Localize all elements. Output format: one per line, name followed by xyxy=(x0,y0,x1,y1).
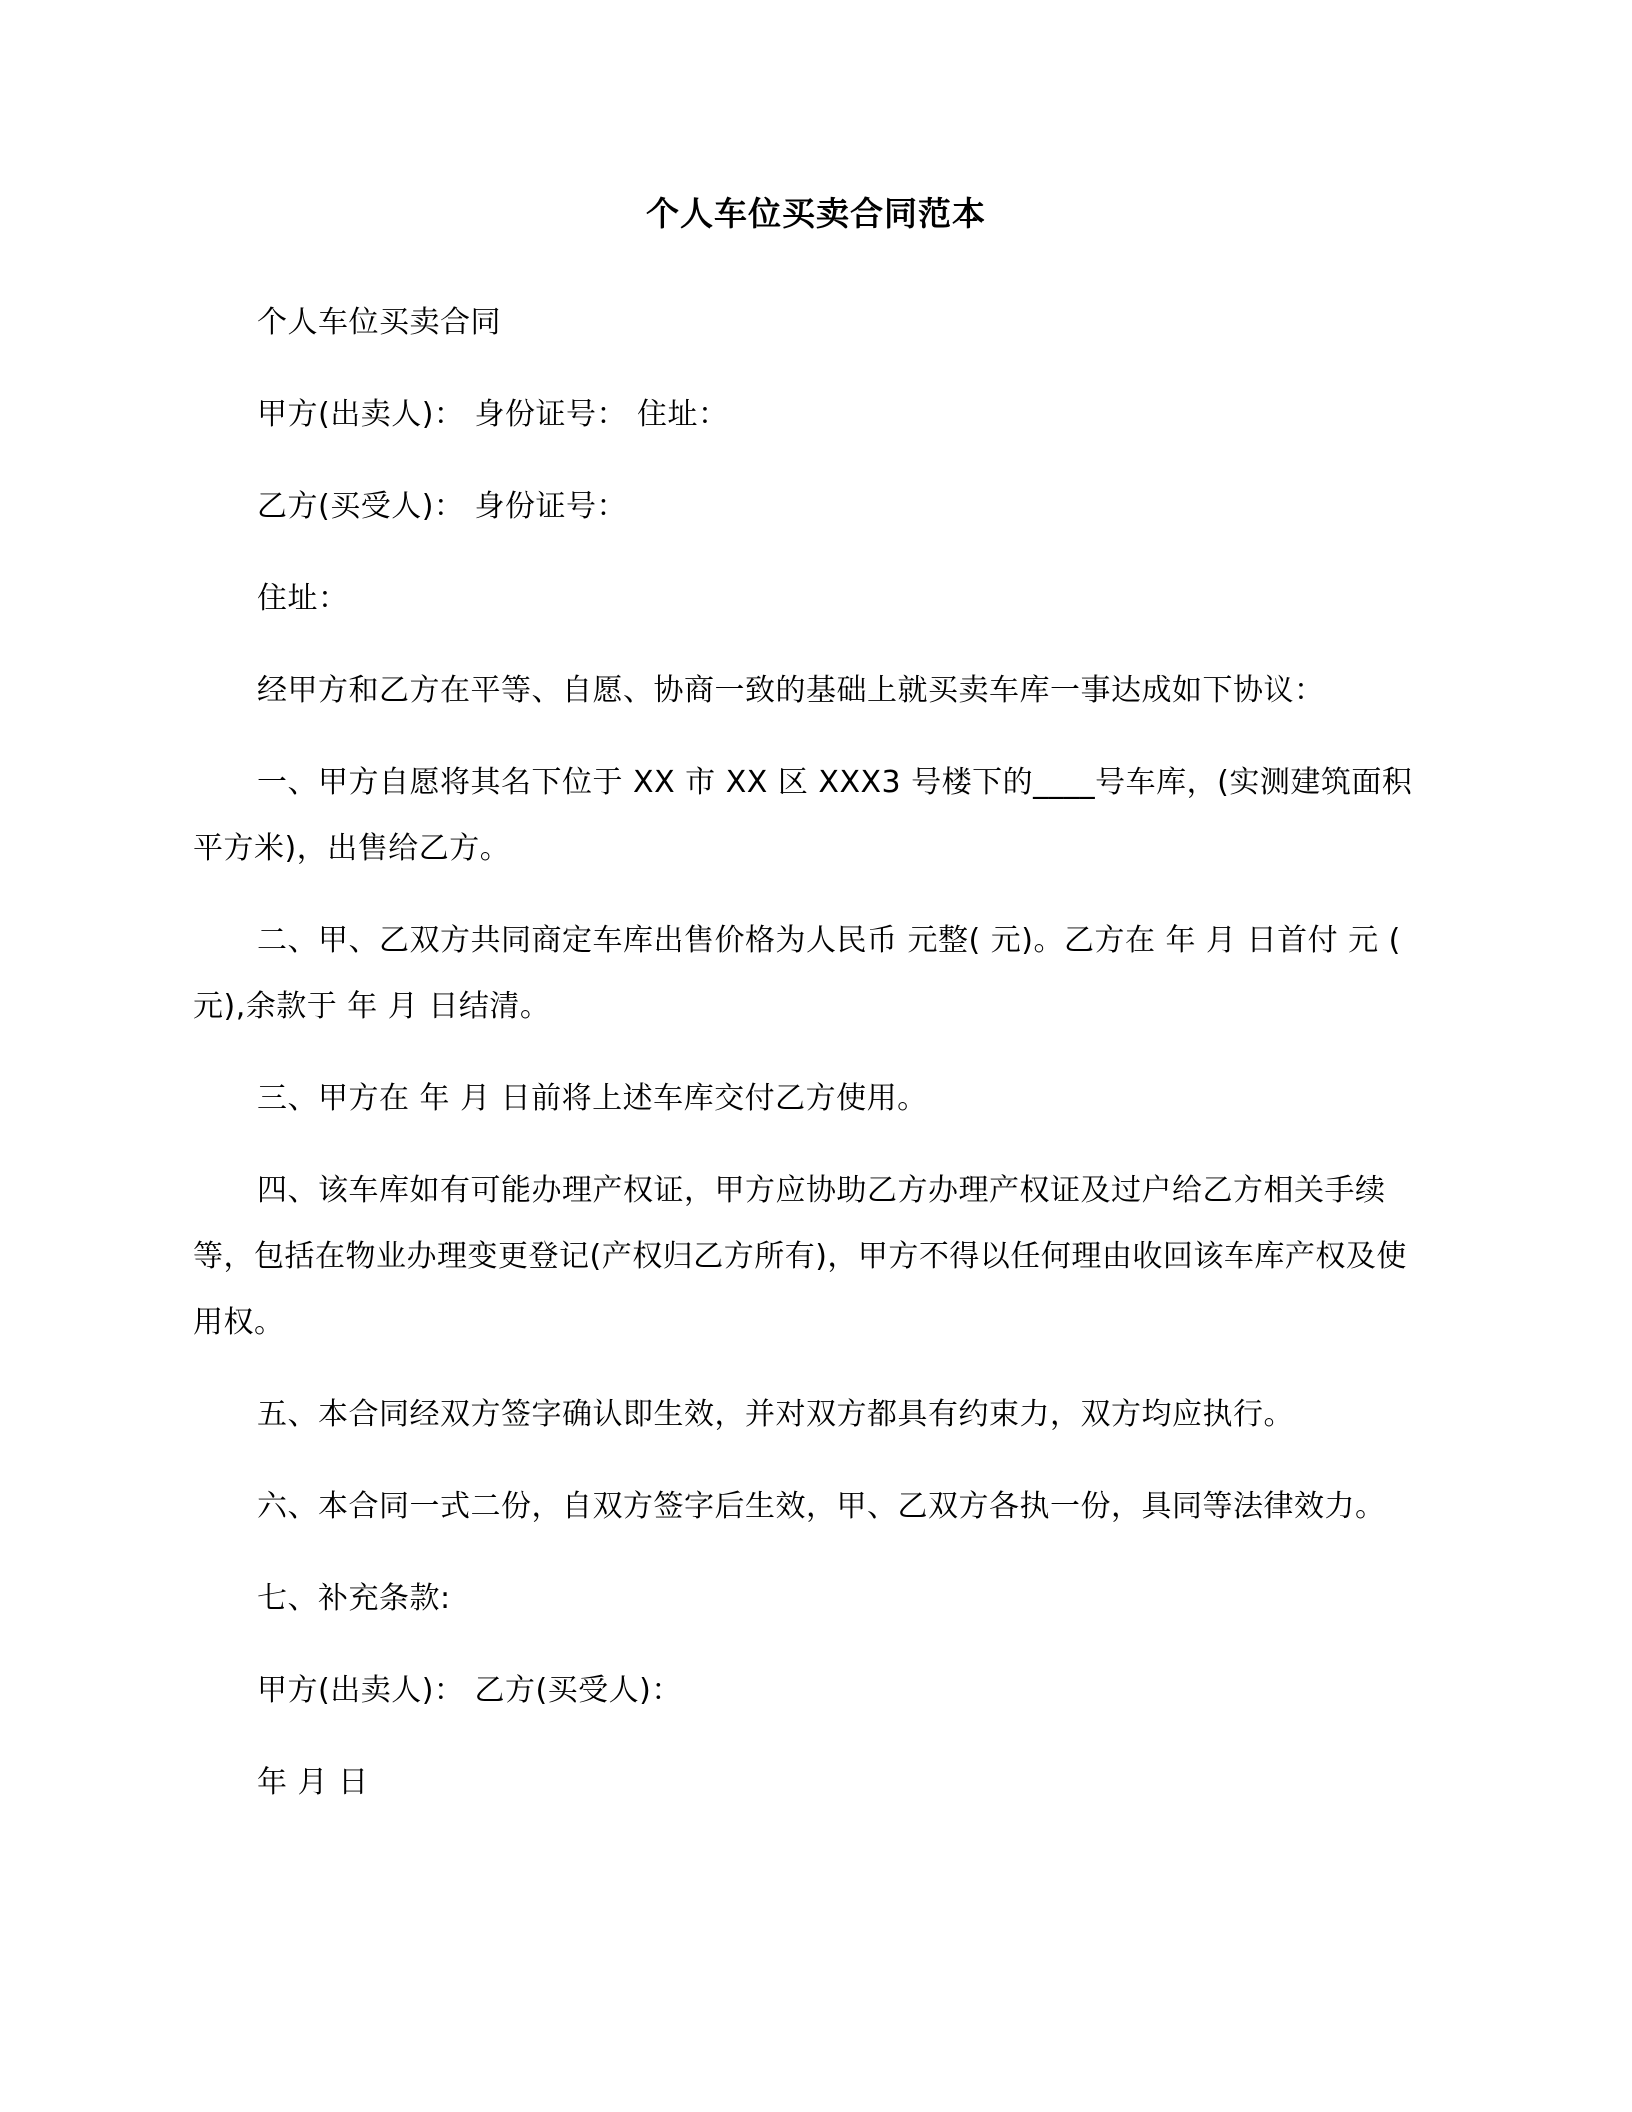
signature-line: 甲方(出卖人)： 乙方(买受人)： xyxy=(257,1673,682,1708)
date-line: 年 月 日 xyxy=(257,1765,369,1800)
document-title: 个人车位买卖合同范本 xyxy=(646,194,986,233)
clause-7: 七、补充条款: xyxy=(257,1581,451,1616)
party-a-line: 甲方(出卖人)： 身份证号： 住址： xyxy=(257,397,729,432)
party-b-line: 乙方(买受人)： 身份证号： xyxy=(257,489,627,524)
clause-3: 三、甲方在 年 月 日前将上述车库交付乙方使用。 xyxy=(257,1081,928,1116)
clause-5: 五、本合同经双方签字确认即生效，并对双方都具有约束力，双方均应执行。 xyxy=(257,1397,1294,1432)
clause-6: 六、本合同一式二份，自双方签字后生效，甲、乙双方各执一份，具同等法律效力。 xyxy=(257,1489,1386,1524)
clause-2: 二、甲、乙双方共同商定车库出售价格为人民币 元整( 元)。乙方在 年 月 日首付 元 ( 元),余款于 年 月 日结清。 xyxy=(193,923,1401,1024)
contract-heading: 个人车位买卖合同 xyxy=(257,305,501,340)
agreement-intro: 经甲方和乙方在平等、自愿、协商一致的基础上就买卖车库一事达成如下协议： xyxy=(257,673,1325,708)
clause-1: 一、甲方自愿将其名下位于 XX 市 XX 区 XXX3 号楼下的____号车库，(实测建筑面积 平方米)，出售给乙方。 xyxy=(193,765,1413,866)
address-line: 住址： xyxy=(257,581,349,616)
clause-4: 四、该车库如有可能办理产权证，甲方应协助乙方办理产权证及过户给乙方相关手续等，包括在物业办理变更登记(产权归乙方所有)，甲方不得以任何理由收回该车库产权及使用权。 xyxy=(193,1173,1407,1340)
